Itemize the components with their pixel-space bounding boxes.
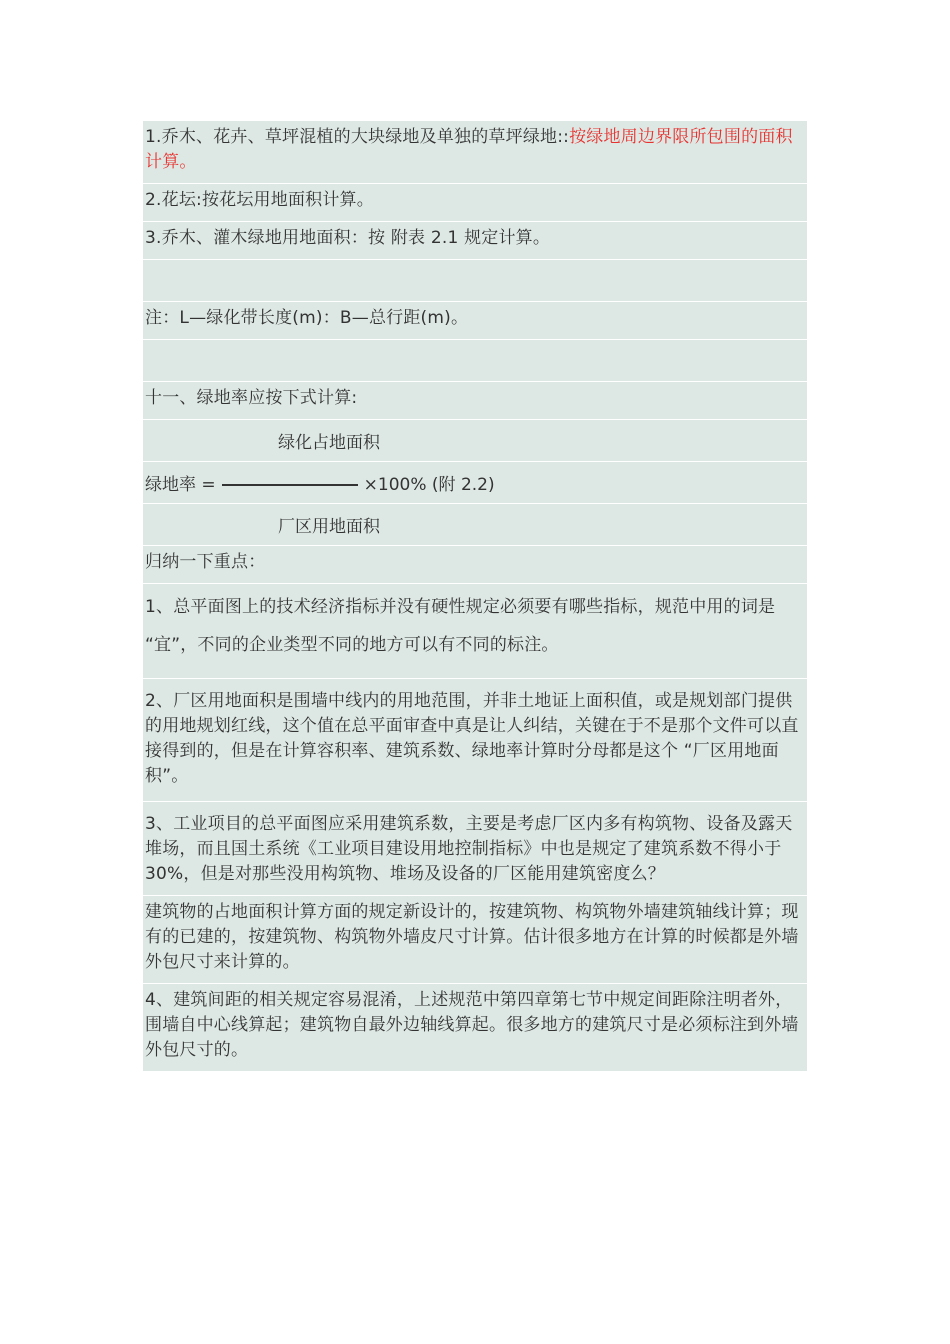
rule-2: 2.花坛:按花坛用地面积计算。 (143, 184, 807, 222)
point-3: 3、工业项目的总平面图应采用建筑系数，主要是考虑厂区内多有构筑物、设备及露天堆场，而且国土系统《工业项目建设用地控制指标》中也是规定了建筑系数不得小于 30%，但是对那些没用构筑物、堆场及设备的厂区能用建筑密度么？ (143, 802, 807, 896)
formula-numerator: 绿化占地面积 (278, 433, 380, 453)
point-1: 1、总平面图上的技术经济指标并没有硬性规定必须要有哪些指标，规范中用的词是 “宜”，不同的企业类型不同的地方可以有不同的标注。 (143, 584, 807, 679)
note: 注：L—绿化带长度(m)：B—总行距(m)。 (143, 302, 807, 340)
formula-denominator: 厂区用地面积 (278, 517, 380, 537)
formula-rhs: ×100% (附 2.2) (363, 475, 495, 495)
section-11-heading: 十一、绿地率应按下式计算: (143, 382, 807, 420)
summary-title: 归纳一下重点： (143, 546, 807, 584)
formula-denominator-row (143, 504, 807, 546)
spacer (143, 260, 807, 302)
formula-numerator-row (143, 420, 807, 462)
fraction-bar (222, 484, 358, 486)
document-body (143, 121, 807, 1071)
formula-main (145, 470, 495, 495)
point-2: 2、厂区用地面积是围墙中线内的用地范围，并非土地证上面积值，或是规划部门提供的用地规划红线，这个值在总平面审查中真是让人纠结，关键在于不是那个文件可以直接得到的，但是在计算容积率、建筑系数、绿地率计算时分母都是这个 “厂区用地面积”。 (143, 679, 807, 802)
rule-3: 3.乔木、灌木绿地用地面积：按 附表 2.1 规定计算。 (143, 222, 807, 260)
rule-1-text: 1.乔木、花卉、草坪混植的大块绿地及单独的草坪绿地:: (145, 127, 570, 147)
point-3-detail: 建筑物的占地面积计算方面的规定新设计的，按建筑物、构筑物外墙建筑轴线计算；现有的已建的，按建筑物、构筑物外墙皮尺寸计算。估计很多地方在计算的时候都是外墙外包尺寸来计算的。 (143, 896, 807, 984)
rule-1 (143, 121, 807, 184)
formula-main-row (143, 462, 807, 504)
rule-1-highlight: 按绿地周边界限所包围的面积计算。 (145, 127, 793, 172)
point-4: 4、建筑间距的相关规定容易混淆，上述规范中第四章第七节中规定间距除注明者外，围墙自中心线算起；建筑物自最外边轴线算起。很多地方的建筑尺寸是必须标注到外墙外包尺寸的。 (145, 990, 799, 1060)
spacer (143, 340, 807, 382)
formula-lhs: 绿地率 = (145, 475, 216, 495)
